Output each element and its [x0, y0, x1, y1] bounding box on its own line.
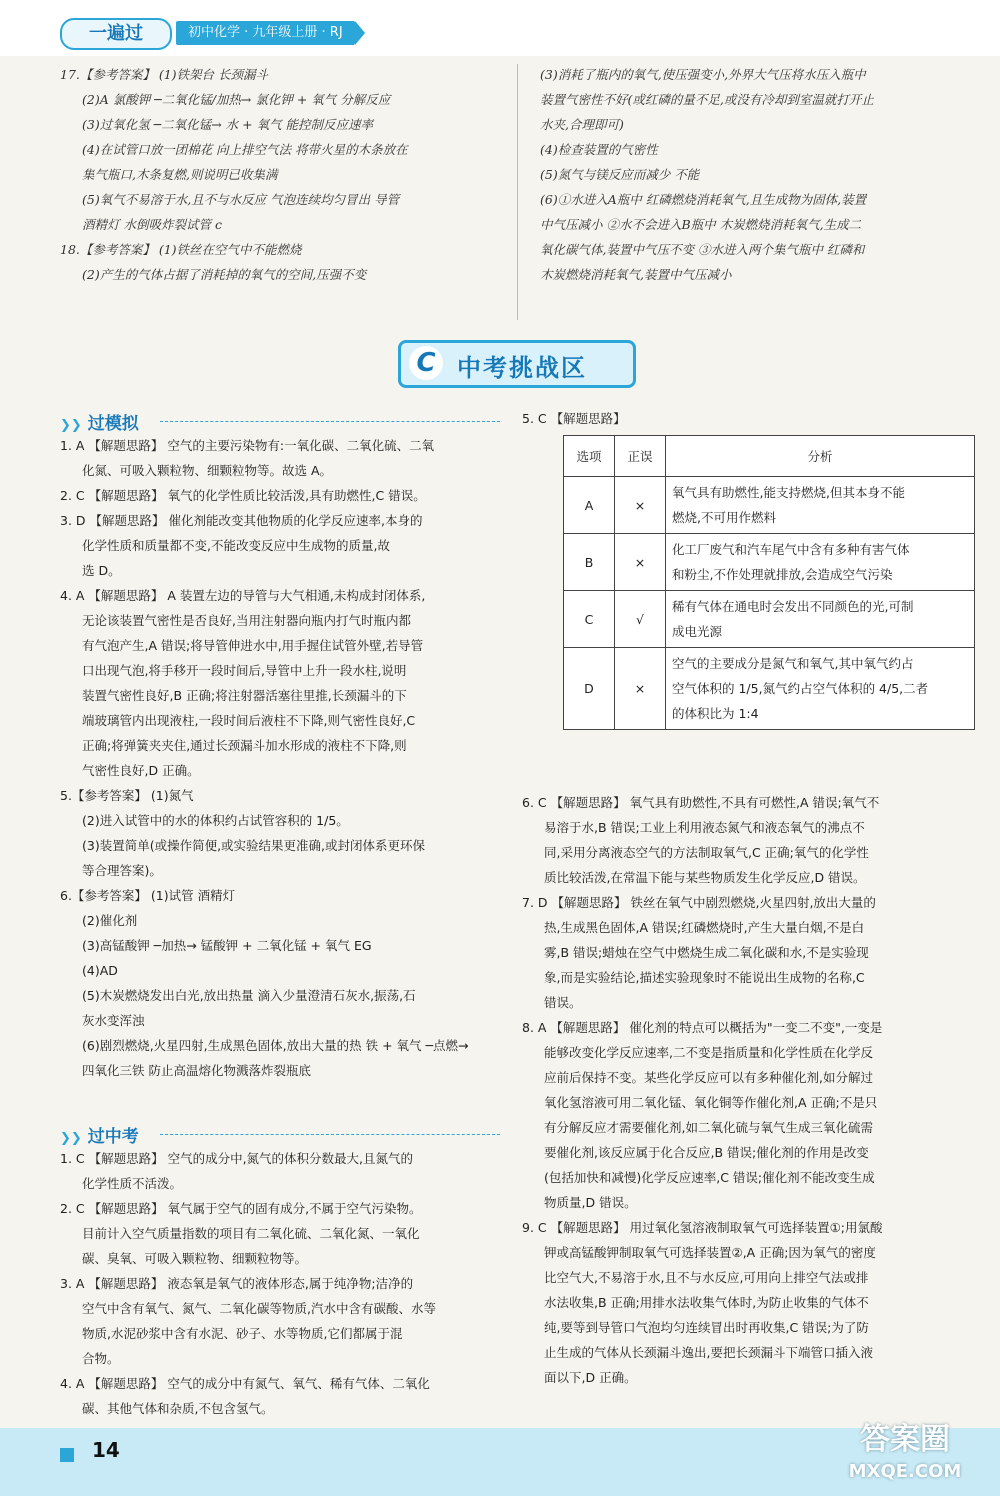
table-header-correct: 正误 [615, 436, 666, 477]
answer-line: 质比较活泼,在常温下能与某些物质发生化学反应,D 错误。 [544, 870, 866, 885]
table-row [564, 591, 975, 648]
answer-line: 4. A 【解题思路】 A 装置左边的导管与大气相通,未构成封闭体系, [60, 588, 426, 603]
answer-line: (4)在试管口放一团棉花 向上排空气法 将带火星的木条放在 [82, 142, 408, 157]
answer-line: 6. C 【解题思路】 氧气具有助燃性,不具有可燃性,A 错误;氧气不 [522, 795, 880, 810]
analysis-line: 燃烧,不可用作燃料 [672, 510, 776, 525]
answer-line: 热,生成黑色固体,A 错误;红磷燃烧时,产生大量白烟,不是白 [544, 920, 865, 935]
answer-line: (6)剧烈燃烧,火星四射,生成黑色固体,放出大量的热 铁 + 氧气 ─点燃→ [82, 1038, 469, 1053]
answer-line: 等合理答案)。 [82, 863, 162, 878]
answer-line: 有分解反应才需要催化剂,如二氧化硫与氧气生成三氧化硫需 [544, 1120, 873, 1135]
answer-line: 水法收集,B 正确;用排水法收集气体时,为防止收集的气体不 [544, 1295, 869, 1310]
page-marker-square [60, 1448, 74, 1462]
answer-line: 2. C 【解题思路】 氧气的化学性质比较活泼,具有助燃性,C 错误。 [60, 488, 426, 503]
left-answers-b [60, 1146, 510, 1421]
answer-line: 应前后保持不变。某些化学反应可以有多种催化剂,如分解过 [544, 1070, 873, 1085]
answer-line: 合物。 [82, 1351, 120, 1366]
brand-logo: 一遍过 [60, 18, 172, 50]
analysis-cell [666, 477, 975, 534]
table-row [564, 534, 975, 591]
answer-line: 7. D 【解题思路】 铁丝在氧气中剧烈燃烧,火星四射,放出大量的 [522, 895, 876, 910]
answer-line: 2. C 【解题思路】 氧气属于空气的固有成分,不属于空气污染物。 [60, 1201, 422, 1216]
answer-line: 8. A 【解题思路】 催化剂的特点可以概括为"一变二不变",一变是 [522, 1020, 883, 1035]
table-row [564, 477, 975, 534]
answer-line: 同,采用分离液态空气的方法制取氧气,C 正确;氧气的化学性 [544, 845, 869, 860]
top-left-answers [60, 62, 510, 287]
answer-line: 18.【参考答案】 (1)铁丝在空气中不能燃烧 [60, 242, 302, 257]
series-label: 初中化学 · 九年级上册 · RJ [176, 21, 355, 45]
correctness-cell: × [615, 648, 666, 730]
answer-line: 3. D 【解题思路】 催化剂能改变其他物质的化学反应速率,本身的 [60, 513, 423, 528]
answer-line: (3)过氧化氢 ─二氧化锰→ 水 + 氧气 能控制反应速率 [82, 117, 374, 132]
answer-line: 木炭燃烧消耗氧气,装置中气压减小 [540, 267, 732, 282]
answer-line: (5)氧气不易溶于水,且不与水反应 气泡连续均匀冒出 导管 [82, 192, 400, 207]
question-5-head: 5. C 【解题思路】 [522, 411, 626, 426]
answer-line: 正确;将弹簧夹夹住,通过长颈漏斗加水形成的液柱不下降,则 [82, 738, 407, 753]
answer-line: 雾,B 错误;蜡烛在空气中燃烧生成二氧化碳和水,不是实验现 [544, 945, 869, 960]
answer-line: (4)检查装置的气密性 [540, 142, 658, 157]
top-right-answers [540, 62, 980, 287]
option-cell: B [564, 534, 615, 591]
option-cell: C [564, 591, 615, 648]
answer-line: 3. A 【解题思路】 液态氧是氧气的液体形态,属于纯净物;洁净的 [60, 1276, 414, 1291]
table-row [564, 648, 975, 730]
section-heading-a: ❯❯ 过模拟 [60, 414, 139, 434]
answer-line: 水夹,合理即可) [540, 117, 624, 132]
correctness-cell: × [615, 534, 666, 591]
analysis-line: 空气体积的 1/5,氮气约占空气体积的 4/5,二者 [672, 681, 929, 696]
left-answers-a [60, 433, 510, 1083]
answer-line: (5)氮气与镁反应而减少 不能 [540, 167, 700, 182]
analysis-line: 化工厂废气和汽车尾气中含有多种有害气体 [672, 542, 910, 557]
answer-line: (3)装置简单(或操作简便,或实验结果更准确,或封闭体系更环保 [82, 838, 426, 853]
answer-line: (6)①水进入A瓶中 红磷燃烧消耗氧气,且生成物为固体,装置 [540, 192, 867, 207]
answer-line: 空气中含有氧气、氮气、二氧化碳等物质,汽水中含有碳酸、水等 [82, 1301, 436, 1316]
answer-line: 气密性良好,D 正确。 [82, 763, 200, 778]
page-number: 14 [92, 1438, 120, 1462]
answer-line: 碳、臭氧、可吸入颗粒物、细颗粒物等。 [82, 1251, 308, 1266]
answer-line: 目前计入空气质量指数的项目有二氧化硫、二氧化氮、一氧化 [82, 1226, 420, 1241]
answer-line: 1. A 【解题思路】 空气的主要污染物有:一氧化碳、二氧化硫、二氧 [60, 438, 435, 453]
answer-line: (包括加快和减慢)化学反应速率,C 错误;催化剂不能改变生成 [544, 1170, 875, 1185]
answer-line: 5.【参考答案】 (1)氮气 [60, 788, 194, 803]
answer-line: 选 D。 [82, 563, 121, 578]
answer-line: 四氧化三铁 防止高温熔化物溅落炸裂瓶底 [82, 1063, 311, 1078]
answer-line: 17.【参考答案】 (1)铁架台 长颈漏斗 [60, 67, 269, 82]
answer-line: 氧化碳气体,装置中气压不变 ③水进入两个集气瓶中 红磷和 [540, 242, 865, 257]
watermark-logo: 答案圈 MXQE.COM [848, 1422, 962, 1482]
answer-line: 氧化氢溶液可用二氧化锰、氧化铜等作催化剂,A 正确;不是只 [544, 1095, 878, 1110]
answer-line: 9. C 【解题思路】 用过氧化氢溶液制取氧气可选择装置①;用氯酸 [522, 1220, 883, 1235]
chevron-icon: ❯❯ [60, 418, 82, 433]
analysis-line: 成电光源 [672, 624, 723, 639]
analysis-table [563, 435, 975, 730]
answer-line: 错误。 [544, 995, 582, 1010]
answer-line: 中气压减小 ②水不会进入B瓶中 木炭燃烧消耗氧气,生成二 [540, 217, 862, 232]
answer-line: (2)催化剂 [82, 913, 138, 928]
analysis-cell [666, 591, 975, 648]
answer-line: (3)高锰酸钾 ─加热→ 锰酸钾 + 二氧化锰 + 氧气 EG [82, 938, 372, 953]
analysis-line: 和粉尘,不作处理就排放,会造成空气污染 [672, 567, 893, 582]
answer-line: 要催化剂,该反应属于化合反应,B 错误;催化剂的作用是改变 [544, 1145, 869, 1160]
answer-line: (2)产生的气体占据了消耗掉的氧气的空间,压强不变 [82, 267, 367, 282]
answer-line: 6.【参考答案】 (1)试管 酒精灯 [60, 888, 236, 903]
answer-line: 钾或高锰酸钾制取氧气可选择装置②,A 正确;因为氧气的密度 [544, 1245, 876, 1260]
banner-letter: C [409, 346, 443, 380]
section-heading-b: ❯❯ 过中考 [60, 1127, 139, 1147]
answer-line: 物质,水泥砂浆中含有水泥、砂子、水等物质,它们都属于混 [82, 1326, 403, 1341]
answer-line: (3)消耗了瓶内的氧气,使压强变小,外界大气压将水压入瓶中 [540, 67, 866, 82]
answer-line: (2)A 氯酸钾 ─二氧化锰/加热→ 氯化钾 + 氧气 分解反应 [82, 92, 391, 107]
answer-line: 装置气密性良好,B 正确;将注射器活塞往里推,长颈漏斗的下 [82, 688, 407, 703]
option-cell: D [564, 648, 615, 730]
chevron-icon: ❯❯ [60, 1131, 82, 1146]
right-answers [522, 790, 977, 1390]
answer-line: 比空气大,不易溶于水,且不与水反应,可用向上排空气法或排 [544, 1270, 869, 1285]
answer-line: 面以下,D 正确。 [544, 1370, 637, 1385]
page-header [0, 0, 1000, 56]
table-header-analysis: 分析 [666, 436, 975, 477]
answer-line: (2)进入试管中的水的体积约占试管容积的 1/5。 [82, 813, 349, 828]
analysis-line: 的体积比为 1:4 [672, 706, 759, 721]
analysis-cell [666, 534, 975, 591]
analysis-cell [666, 648, 975, 730]
answer-line: 化学性质和质量都不变,不能改变反应中生成物的质量,故 [82, 538, 390, 553]
answer-line: 化氮、可吸入颗粒物、细颗粒物等。故选 A。 [82, 463, 333, 478]
answer-line: 酒精灯 水倒吸炸裂试管 c [82, 217, 222, 232]
analysis-line: 稀有气体在通电时会发出不同颜色的光,可制 [672, 599, 914, 614]
table-header-row [564, 436, 975, 477]
answer-line: 4. A 【解题思路】 空气的成分中有氮气、氧气、稀有气体、二氧化 [60, 1376, 430, 1391]
answer-line: 集气瓶口,木条复燃,则说明已收集满 [82, 167, 278, 182]
answer-line: (4)AD [82, 963, 118, 978]
answer-line: 无论该装置气密性是否良好,当用注射器向瓶内打气时瓶内都 [82, 613, 411, 628]
answer-line: (5)木炭燃烧发出白光,放出热量 滴入少量澄清石灰水,振荡,石 [82, 988, 416, 1003]
section-rule-a [160, 421, 500, 423]
option-cell: A [564, 477, 615, 534]
answer-line: 碳、其他气体和杂质,不包含氢气。 [82, 1401, 274, 1416]
section-rule-b [160, 1134, 500, 1136]
answer-line: 能够改变化学反应速率,二不变是指质量和化学性质在化学反 [544, 1045, 873, 1060]
answer-line: 有气泡产生,A 错误;将导管伸进水中,用手握住试管外壁,若导管 [82, 638, 424, 653]
answer-line: 象,而是实验结论,描述实验现象时不能说出生成物的名称,C [544, 970, 865, 985]
answer-line: 1. C 【解题思路】 空气的成分中,氮气的体积分数最大,且氮气的 [60, 1151, 414, 1166]
answer-line: 化学性质不活泼。 [82, 1176, 183, 1191]
column-divider [517, 64, 518, 320]
table-header-option: 选项 [564, 436, 615, 477]
answer-line: 物质量,D 错误。 [544, 1195, 637, 1210]
section-banner [398, 340, 636, 388]
answer-line: 纯,要等到导管口气泡均匀连续冒出时再收集,C 错误;为了防 [544, 1320, 869, 1335]
answer-line: 口出现气泡,将手移开一段时间后,导管中上升一段水柱,说明 [82, 663, 407, 678]
answer-line: 止生成的气体从长颈漏斗逸出,要把长颈漏斗下端管口插入液 [544, 1345, 873, 1360]
answer-line: 装置气密性不好(或红磷的量不足,或没有冷却到室温就打开止 [540, 92, 874, 107]
correctness-cell: × [615, 477, 666, 534]
banner-title: 中考挑战区 [457, 354, 587, 382]
correctness-cell: √ [615, 591, 666, 648]
answer-line: 易溶于水,B 错误;工业上利用液态氮气和液态氧气的沸点不 [544, 820, 865, 835]
answer-line: 端玻璃管内出现液柱,一段时间后液柱不下降,则气密性良好,C [82, 713, 416, 728]
analysis-line: 氧气具有助燃性,能支持燃烧,但其本身不能 [672, 485, 905, 500]
analysis-line: 空气的主要成分是氮气和氧气,其中氧气约占 [672, 656, 914, 671]
answer-line: 灰水变浑浊 [82, 1013, 145, 1028]
